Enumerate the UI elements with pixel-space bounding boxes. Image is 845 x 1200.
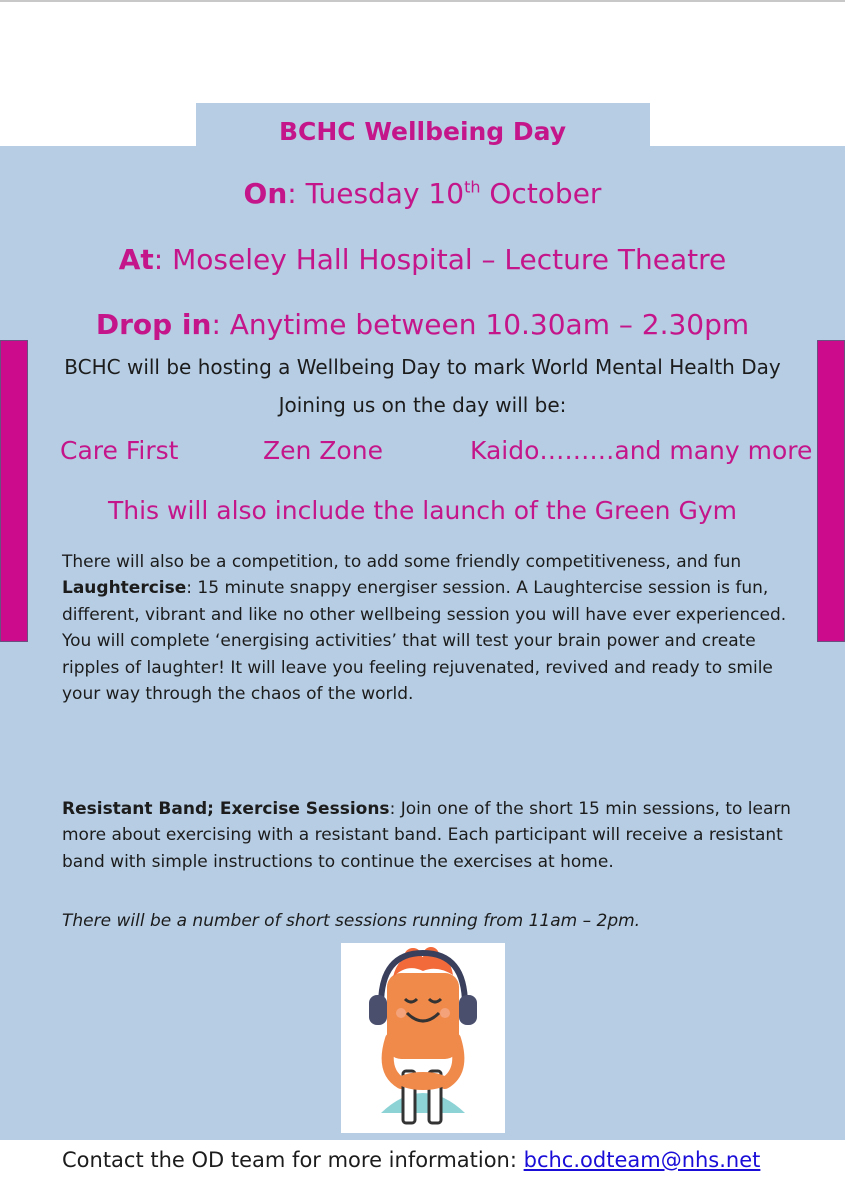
left-accent-bar [0, 340, 28, 642]
on-value-prefix: : Tuesday 10 [287, 177, 465, 210]
laughtercise-label: Laughtercise [62, 578, 187, 599]
at-label: At [118, 243, 154, 276]
contact-text: Contact the OD team for more information: [62, 1148, 524, 1172]
event-location [0, 243, 845, 276]
mascot-headphones-illustration [341, 943, 505, 1133]
event-time [0, 308, 845, 341]
on-value-sup: th [464, 177, 481, 197]
on-value-suffix: October [480, 177, 602, 210]
partner-care-first: Care First [60, 436, 179, 465]
sessions-note: There will be a number of short sessions running from 11am – 2pm. [62, 911, 641, 931]
partner-zen-zone: Zen Zone [263, 436, 383, 465]
drop-label: Drop in [95, 308, 212, 341]
partner-kaido: Kaido………and many more [470, 436, 813, 465]
green-gym-launch: This will also include the launch of the Green Gym [108, 496, 737, 525]
contact-email-link[interactable]: bchc.odteam@nhs.net [523, 1148, 761, 1172]
resistant-band-paragraph [62, 796, 802, 875]
right-accent-bar [817, 340, 845, 642]
intro-line-2: Joining us on the day will be: [278, 393, 567, 417]
top-border [0, 0, 845, 2]
laughtercise-text: : 15 minute snappy energiser session. A Laughtercise session is fun, different, vibrant and like no other wellbeing session you will have ever experienced. You will complete ‘energising activities’ that will test your brain power and create ripples of laughter! It will leave you feeling rejuvenated, revived and ready to smile your way through the chaos of the world. [62, 578, 787, 705]
drop-value: : Anytime between 10.30am – 2.30pm [211, 308, 750, 341]
at-value: : Moseley Hall Hospital – Lecture Theatre [153, 243, 727, 276]
resistant-band-label: Resistant Band; Exercise Sessions [62, 799, 390, 819]
resistant-band-text: : Join one of the short 15 min sessions, to learn more about exercising with a resistant band. Each participant will receive a resistant band with simple instructions to continue the exercises at home. [62, 799, 791, 872]
laughtercise-paragraph [62, 549, 802, 707]
mascot-image [341, 943, 505, 1133]
event-title: BCHC Wellbeing Day [278, 117, 567, 146]
event-date [0, 177, 845, 210]
competition-intro: There will also be a competition, to add some friendly competitiveness, and fun [62, 552, 742, 572]
intro-line-1: BCHC will be hosting a Wellbeing Day to mark World Mental Health Day [64, 355, 781, 379]
on-label: On [243, 177, 288, 210]
contact-line [62, 1148, 760, 1172]
